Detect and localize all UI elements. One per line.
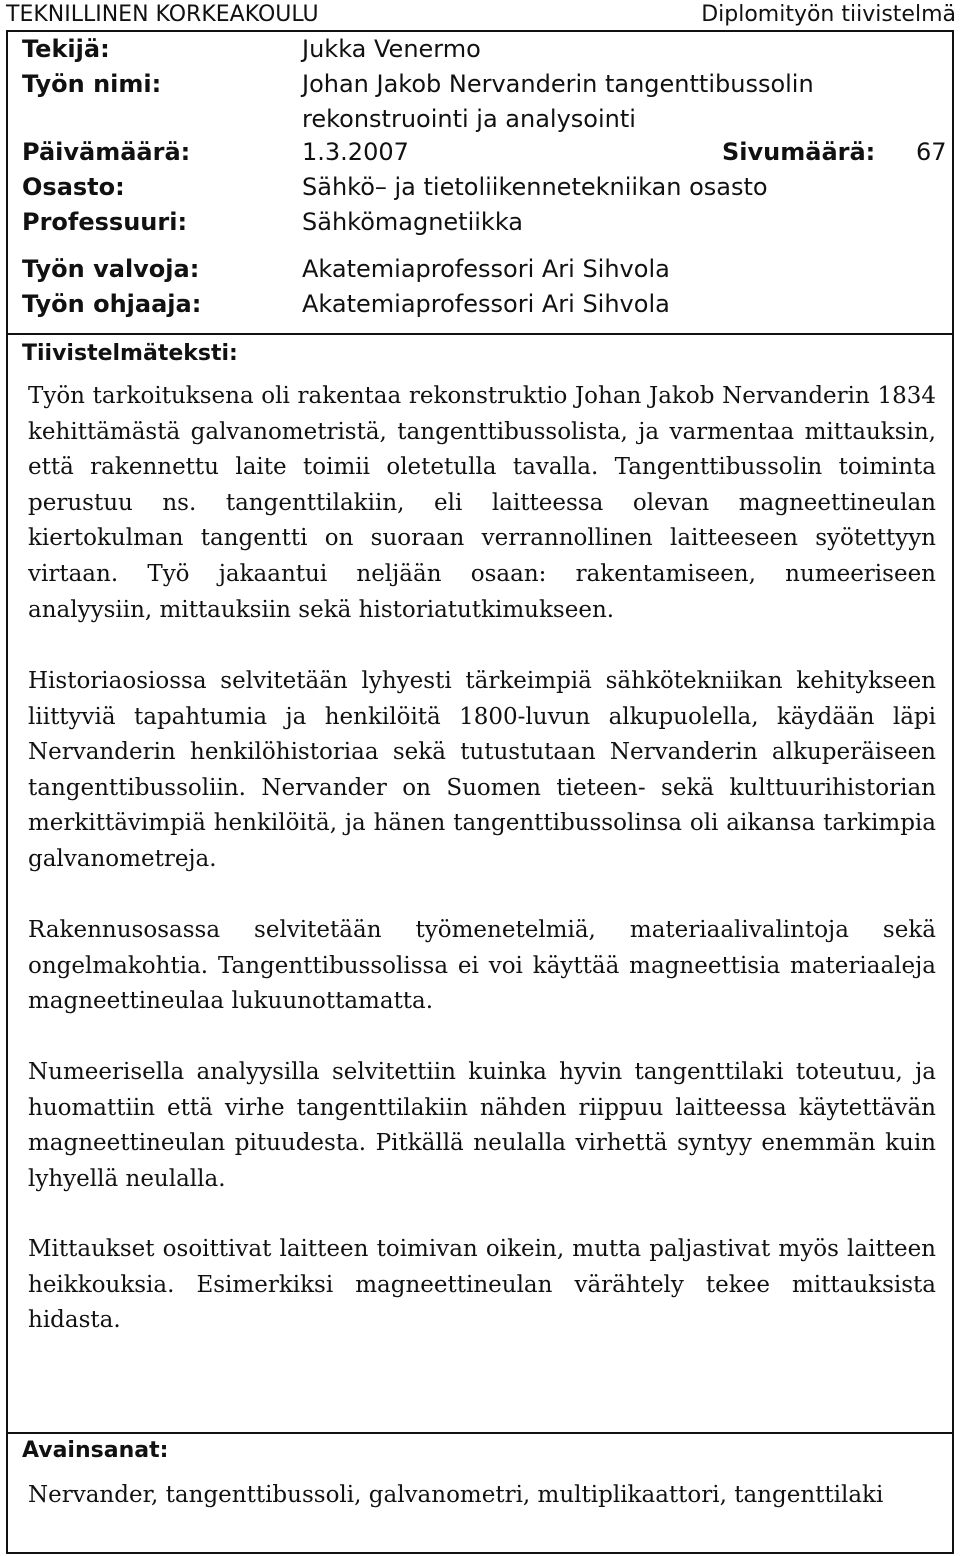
abstract-paragraph: Historiaosiossa selvitetään lyhyesti tärkeimpiä sähkötekniikan kehitykseen liittyviä tapahtumia ja henkilöitä 1800-luvun alkupuolella, käydään läpi Nervanderin henkilöhistoriaa sekä tutustutaan Nervanderin alkuperäiseen tangenttibussoliin. Nervander on Suomen tieteen- sekä kulttuurihistorian merkittävimpiä henkilöitä, ja hänen tangenttibussolinsa oli aikansa tarkimpia galvanometreja. bbox=[28, 668, 936, 872]
author-label: Tekijä: bbox=[22, 35, 110, 63]
institution-name: TEKNILLINEN KORKEAKOULU bbox=[6, 2, 319, 27]
document-type: Diplomityön tiivistelmä bbox=[701, 2, 956, 27]
date-value: 1.3.2007 bbox=[302, 138, 409, 166]
abstract-paragraph: Rakennusosassa selvitetään työmenetelmiä, materiaalivalintoja sekä ongelmakohtia. Tangenttibussolissa ei voi käyttää magneettisia materiaaleja magneettineulaa lukuunottamatta. bbox=[28, 917, 936, 1015]
abstract-paragraph: Mittaukset osoittivat laitteen toimivan oikein, mutta paljastivat myös laitteen heikkouksia. Esimerkiksi magneettineulan värähtely tekee mittauksista hidasta. bbox=[28, 1236, 936, 1334]
pages-value: 67 bbox=[916, 138, 947, 166]
instructor-value: Akatemiaprofessori Ari Sihvola bbox=[302, 290, 670, 318]
metadata-box bbox=[6, 30, 954, 335]
title-label: Työn nimi: bbox=[22, 70, 162, 98]
department-label: Osasto: bbox=[22, 173, 125, 201]
title-value-line1: Johan Jakob Nervanderin tangenttibussolin bbox=[302, 70, 814, 98]
abstract-box bbox=[6, 333, 954, 1434]
date-label: Päivämäärä: bbox=[22, 138, 191, 166]
abstract-paragraph: Työn tarkoituksena oli rakentaa rekonstruktio Johan Jakob Nervanderin 1834 kehittämästä galvanometristä, tangenttibussolista, ja varmentaa mittauksin, että rakennettu laite toimii oletetulla tavalla. Tangenttibussolin toiminta perustuu ns. tangenttilakiin, eli laitteessa olevan magneettineulan kiertokulman tangentti on suoraan verrannollinen laitteeseen syötettyyn virtaan. Työ jakaantui neljään osaan: rakentamiseen, numeeriseen analyysiin, mittauksiin sekä historiatutkimukseen. bbox=[28, 383, 936, 623]
page-header bbox=[0, 0, 960, 30]
author-value: Jukka Venermo bbox=[302, 35, 481, 63]
keywords-label: Avainsanat: bbox=[22, 1438, 169, 1463]
professorship-value: Sähkömagnetiikka bbox=[302, 208, 524, 236]
keywords-box bbox=[6, 1432, 954, 1554]
instructor-label: Työn ohjaaja: bbox=[22, 290, 202, 318]
abstract-label: Tiivistelmäteksti: bbox=[22, 341, 238, 366]
title-value-line2: rekonstruointi ja analysointi bbox=[302, 105, 636, 133]
supervisor-value: Akatemiaprofessori Ari Sihvola bbox=[302, 255, 670, 283]
abstract-paragraph: Numeerisella analyysilla selvitettiin kuinka hyvin tangenttilaki toteutuu, ja huomattiin että virhe tangenttilakiin nähden riippuu laitteessa käytettävän magneettineulan pituudesta. Pitkällä neulalla virhettä syntyy enemmän kuin lyhyellä neulalla. bbox=[28, 1059, 936, 1192]
professorship-label: Professuuri: bbox=[22, 208, 188, 236]
supervisor-label: Työn valvoja: bbox=[22, 255, 200, 283]
keywords-text: Nervander, tangenttibussoli, galvanometri, multiplikaattori, tangenttilaki bbox=[28, 1482, 884, 1508]
pages-label: Sivumäärä: bbox=[722, 138, 876, 166]
department-value: Sähkö– ja tietoliikennetekniikan osasto bbox=[302, 173, 768, 201]
